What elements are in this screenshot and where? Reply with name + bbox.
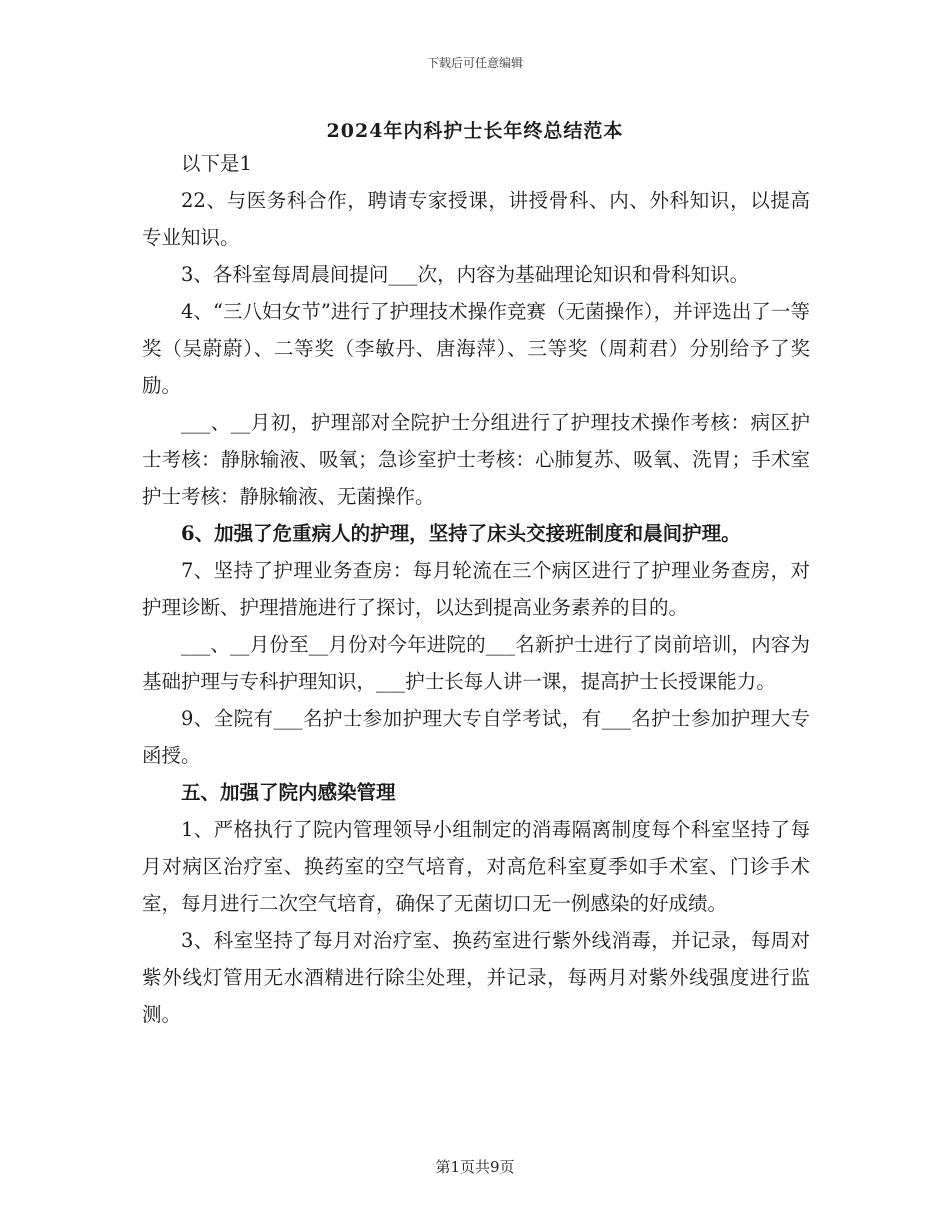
paragraph-bold: 6、加强了危重病人的护理，坚持了床头交接班制度和晨间护理。 xyxy=(181,522,741,545)
header-note: 下载后可任意编辑 xyxy=(426,56,523,70)
document-title: 2024年内科护士长年终总结范本 xyxy=(326,120,624,142)
paragraph: ___、__月初，护理部对全院护士分组进行了护理技术操作考核：病区护士考核：静脉输液、吸氧；急诊室护士考核：心肺复苏、吸氧、洗胃；手术室护士考核：静脉输液、无菌操作。 xyxy=(142,411,810,508)
paragraph: ___、__月份至__月份对今年进院的___名新护士进行了岗前培训，内容为基础护理与专科护理知识，___护士长每人讲一课，提高护士长授课能力。 xyxy=(142,633,810,693)
paragraph: 7、坚持了护理业务查房：每月轮流在三个病区进行了护理业务查房，对护理诊断、护理措施进行了探讨，以达到提高业务素养的目的。 xyxy=(142,559,810,619)
paragraph: 以下是1 xyxy=(181,152,252,175)
paragraph: 3、科室坚持了每月对治疗室、换药室进行紫外线消毒，并记录，每周对紫外线灯管用无水酒精进行除尘处理，并记录，每两月对紫外线强度进行监测。 xyxy=(142,929,810,1026)
paragraph: 1、严格执行了院内管理领导小组制定的消毒隔离制度每个科室坚持了每月对病区治疗室、换药室的空气培育，对高危科室夏季如手术室、门诊手术室，每月进行二次空气培育，确保了无菌切口无一例感染的好成绩。 xyxy=(142,818,810,915)
paragraph: 3、各科室每周晨间提问___次，内容为基础理论知识和骨科知识。 xyxy=(181,263,750,286)
section-heading: 五、加强了院内感染管理 xyxy=(181,781,396,804)
document-body xyxy=(142,145,810,1033)
paragraph: 9、全院有___名护士参加护理大专自学考试，有___名护士参加护理大专函授。 xyxy=(142,707,810,767)
paragraph: 4、“三八妇女节”进行了护理技术操作竞赛（无菌操作），并评选出了一等奖（吴蔚蔚）、二等奖（李敏丹、唐海萍）、三等奖（周莉君）分别给予了奖励。 xyxy=(142,300,810,397)
paragraph: 22、与医务科合作，聘请专家授课，讲授骨科、内、外科知识，以提高专业知识。 xyxy=(142,189,810,249)
page-number: 第1页共9页 xyxy=(435,1158,515,1176)
